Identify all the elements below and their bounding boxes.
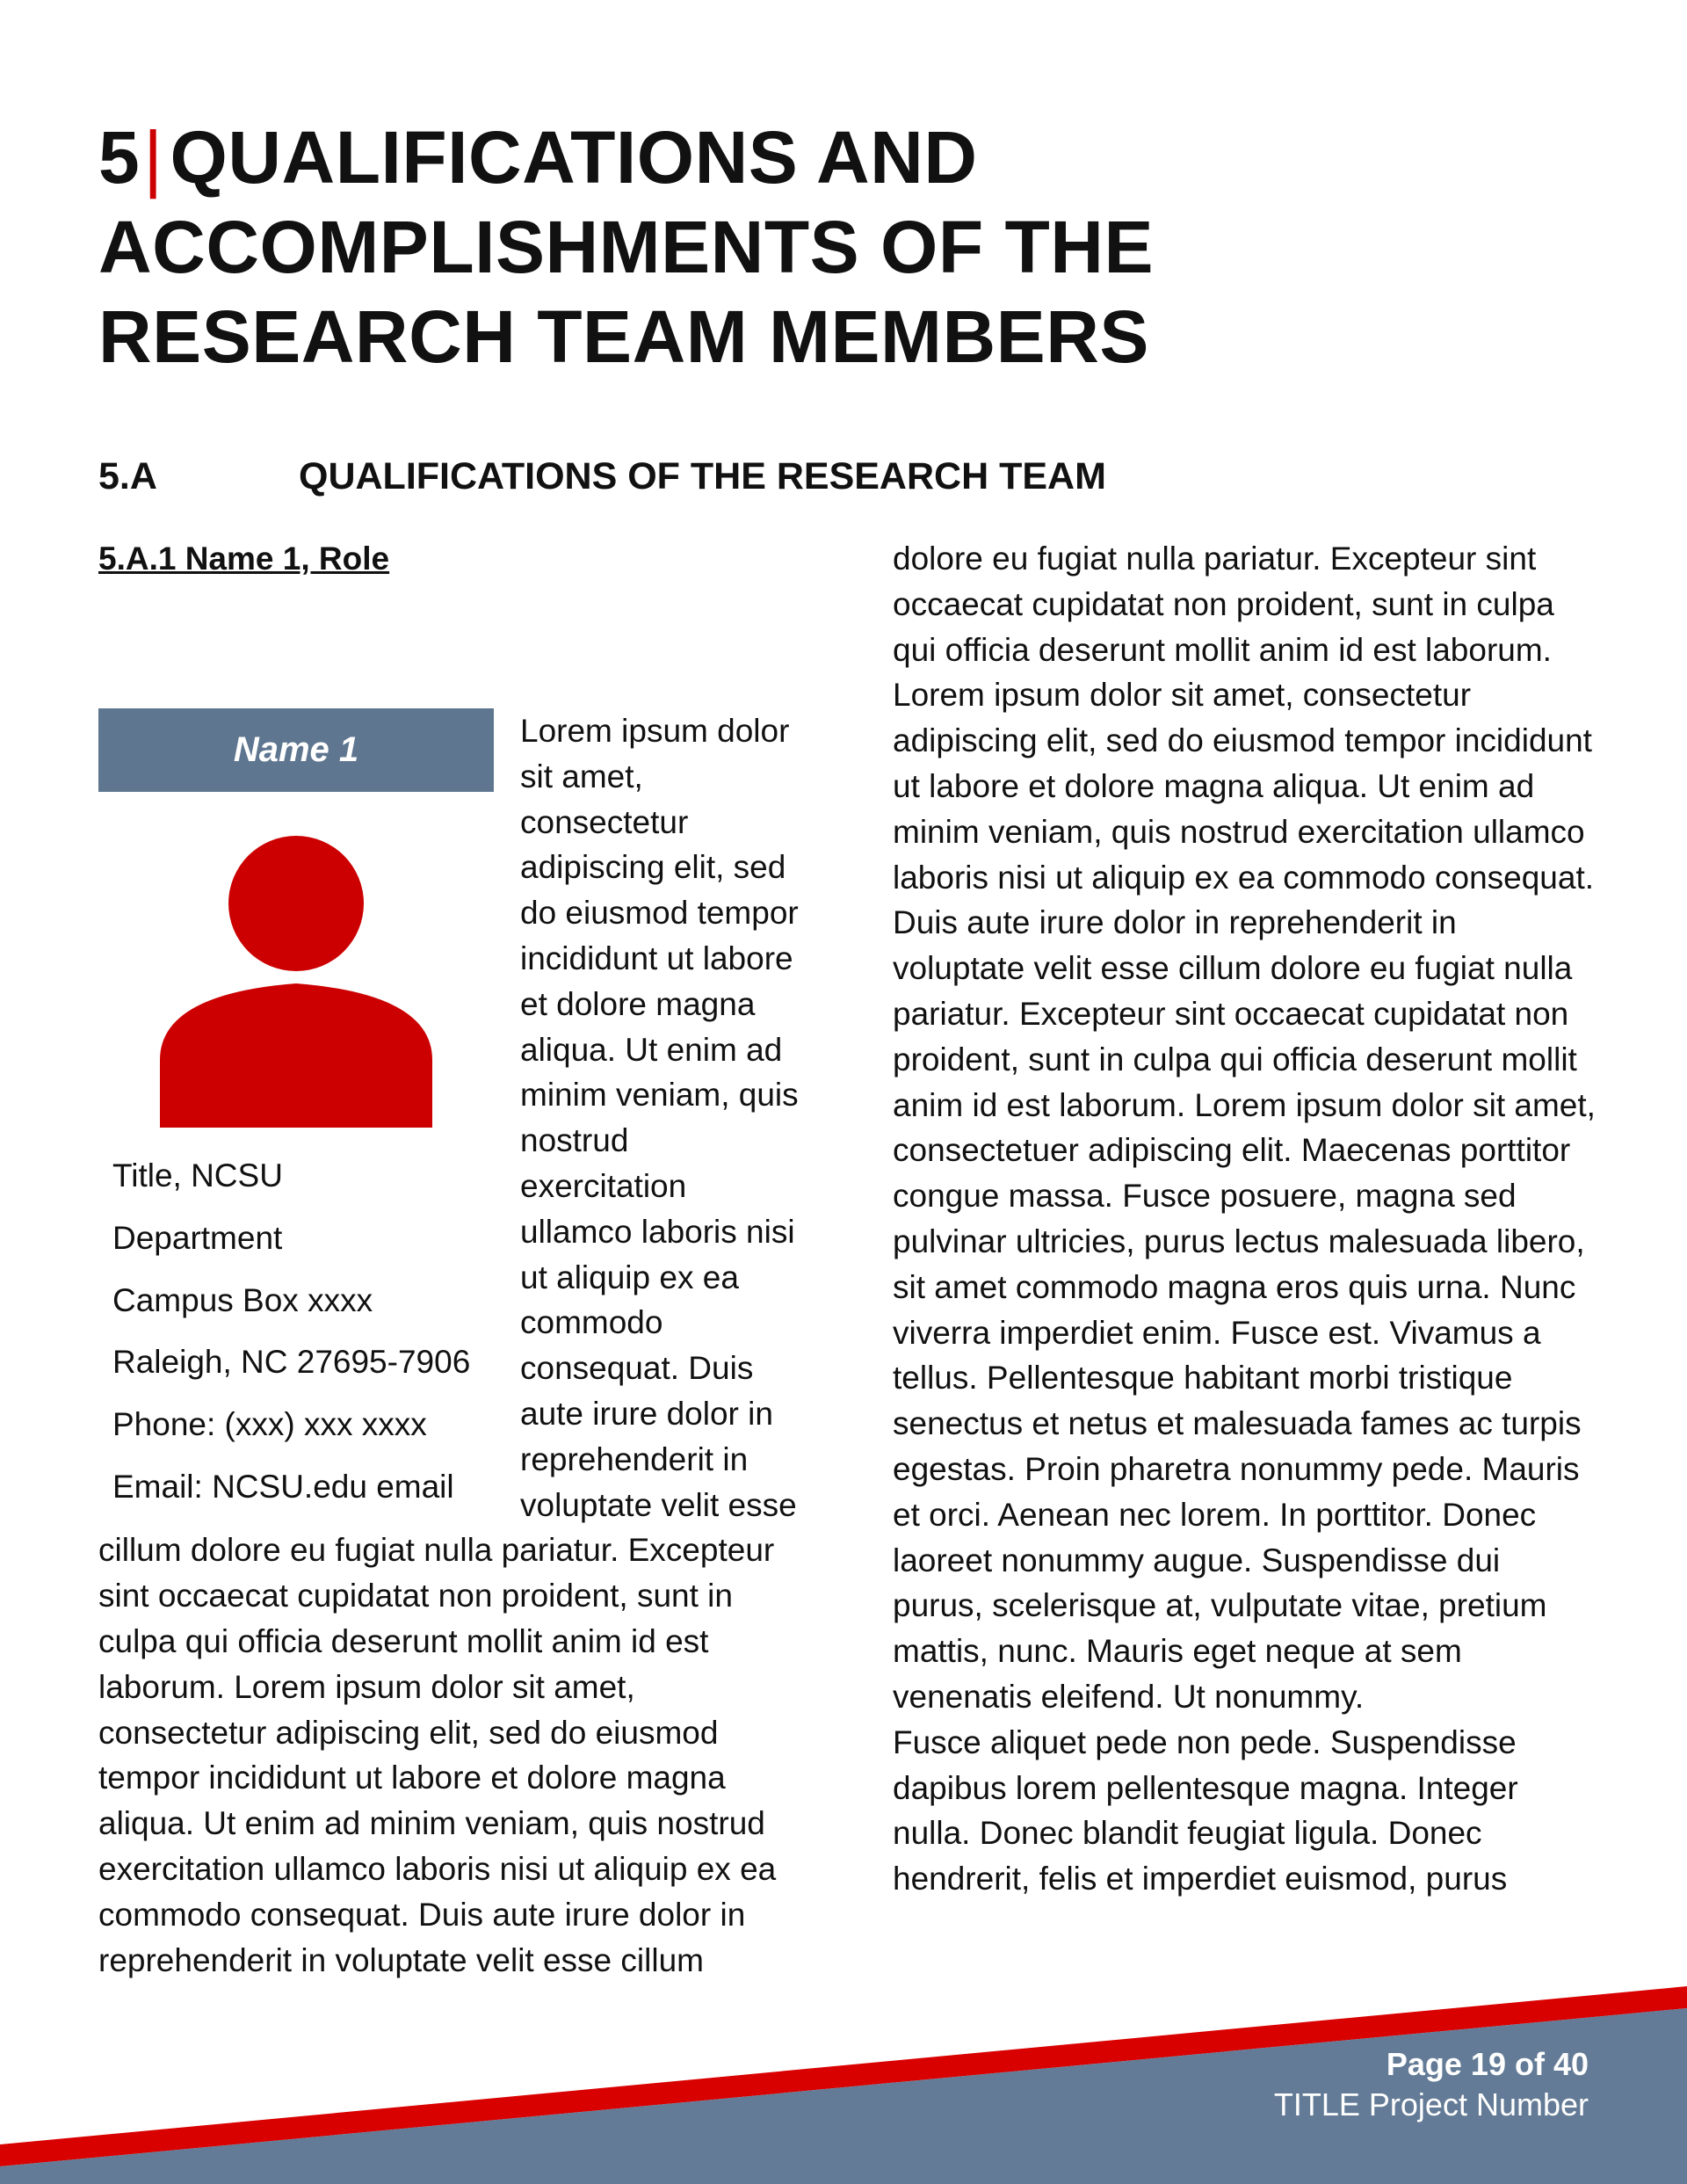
contact-list (112, 1145, 494, 1519)
chapter-number: 5 (98, 116, 141, 199)
contact-phone: Phone: (xxx) xxx xxxx (112, 1406, 427, 1443)
person-icon-head (228, 836, 364, 971)
page-number: Page 19 of 40 (1386, 2046, 1589, 2082)
chapter-separator: | (143, 116, 163, 199)
subsection-heading: 5.A.1 Name 1, Role (98, 541, 390, 577)
section-heading (98, 450, 1416, 503)
contact-email: Email: NCSU.edu email (112, 1468, 454, 1505)
left-body-spacer (98, 617, 801, 708)
contact-address: Raleigh, NC 27695-7906 (112, 1344, 471, 1381)
contact-department: Department (112, 1219, 283, 1256)
right-paragraph-1: dolore eu fugiat nulla pariatur. Excepteur sint occaecat cupidatat non proident, sunt in culpa qui officia deserunt mollit anim id est laborum. Lorem ipsum dolor sit amet, consectetur adipiscing elit, sed do eiusmod tempor incididunt ut labore et dolore magna aliqua. Ut enim ad minim veniam, quis nostrud exercitation ullamco laboris nisi ut aliquip ex ea commodo consequat. Duis aute irure dolor in reprehenderit in voluptate velit esse cillum dolore eu fugiat nulla pariatur. Excepteur sint occaecat cupidatat non proident, sunt in culpa qui officia deserunt mollit anim id est laborum. Lorem ipsum dolor sit amet, consectetuer adipiscing elit. Maecenas porttitor congue massa. Fusce posuere, magna sed pulvinar ultricies, purus lectus malesuada libero, sit amet commodo magna eros quis urna. Nunc viverra imperdiet enim. Fusce est. Vivamus a tellus. Pellentesque habitant morbi tristique senectus et netus et malesuada fames ac turpis egestas. Proin pharetra nonummy pede. Mauris et orci. Aenean nec lorem. In porttitor. Donec laoreet nonummy augue. Suspendisse dui purus, scelerisque at, vulputate vitae, pretium mattis, nunc. Mauris eget neque at sem venenatis eleifend. Ut nonummy. (893, 541, 1596, 1715)
chapter-title-text: QUALIFICATIONS AND ACCOMPLISHMENTS OF THE RESEARCH TEAM MEMBERS (98, 116, 1154, 378)
left-body (98, 617, 801, 1983)
right-paragraph-2: Fusce aliquet pede non pede. Suspendisse dapibus lorem pellentesque magna. Integer nulla. Donec blandit feugiat ligula. Donec hendrerit, felis et imperdiet euismod, purus (893, 1723, 1518, 1897)
contact-campus-box: Campus Box xxxx (112, 1281, 373, 1318)
left-paragraph: Lorem ipsum dolor sit amet, consectetur adipiscing elit, sed do eiusmod tempor incididunt ut labore et dolore magna aliqua. Ut enim ad minim veniam, quis nostrud exercitation ullamco laboris nisi ut aliquip ex ea commodo consequat. Duis aute irure dolor in reprehenderit in voluptate velit esse cillum dolore eu fugiat nulla pariatur. Excepteur sint occaecat cupidatat non proident, sunt in culpa qui officia deserunt mollit anim id est laborum. Lorem ipsum dolor sit amet, consectetur adipiscing elit, sed do eiusmod tempor incididunt ut labore et dolore magna aliqua. Ut enim ad minim veniam, quis nostrud exercitation ullamco laboris nisi ut aliquip ex ea commodo consequat. Duis aute irure dolor in reprehenderit in voluptate velit esse cillum (98, 713, 799, 1978)
project-number: TITLE Project Number (1273, 2086, 1589, 2122)
right-column (893, 536, 1596, 1902)
profile-card (98, 708, 494, 1519)
person-icon (160, 836, 432, 1128)
contact-title: Title, NCSU (112, 1157, 283, 1194)
chapter-title (98, 112, 1592, 381)
left-column (98, 536, 801, 1983)
person-icon-body (160, 983, 432, 1128)
section-number: 5.A (98, 455, 157, 497)
profile-name-banner: Name 1 (98, 708, 494, 792)
section-title: QUALIFICATIONS OF THE RESEARCH TEAM (299, 455, 1106, 497)
